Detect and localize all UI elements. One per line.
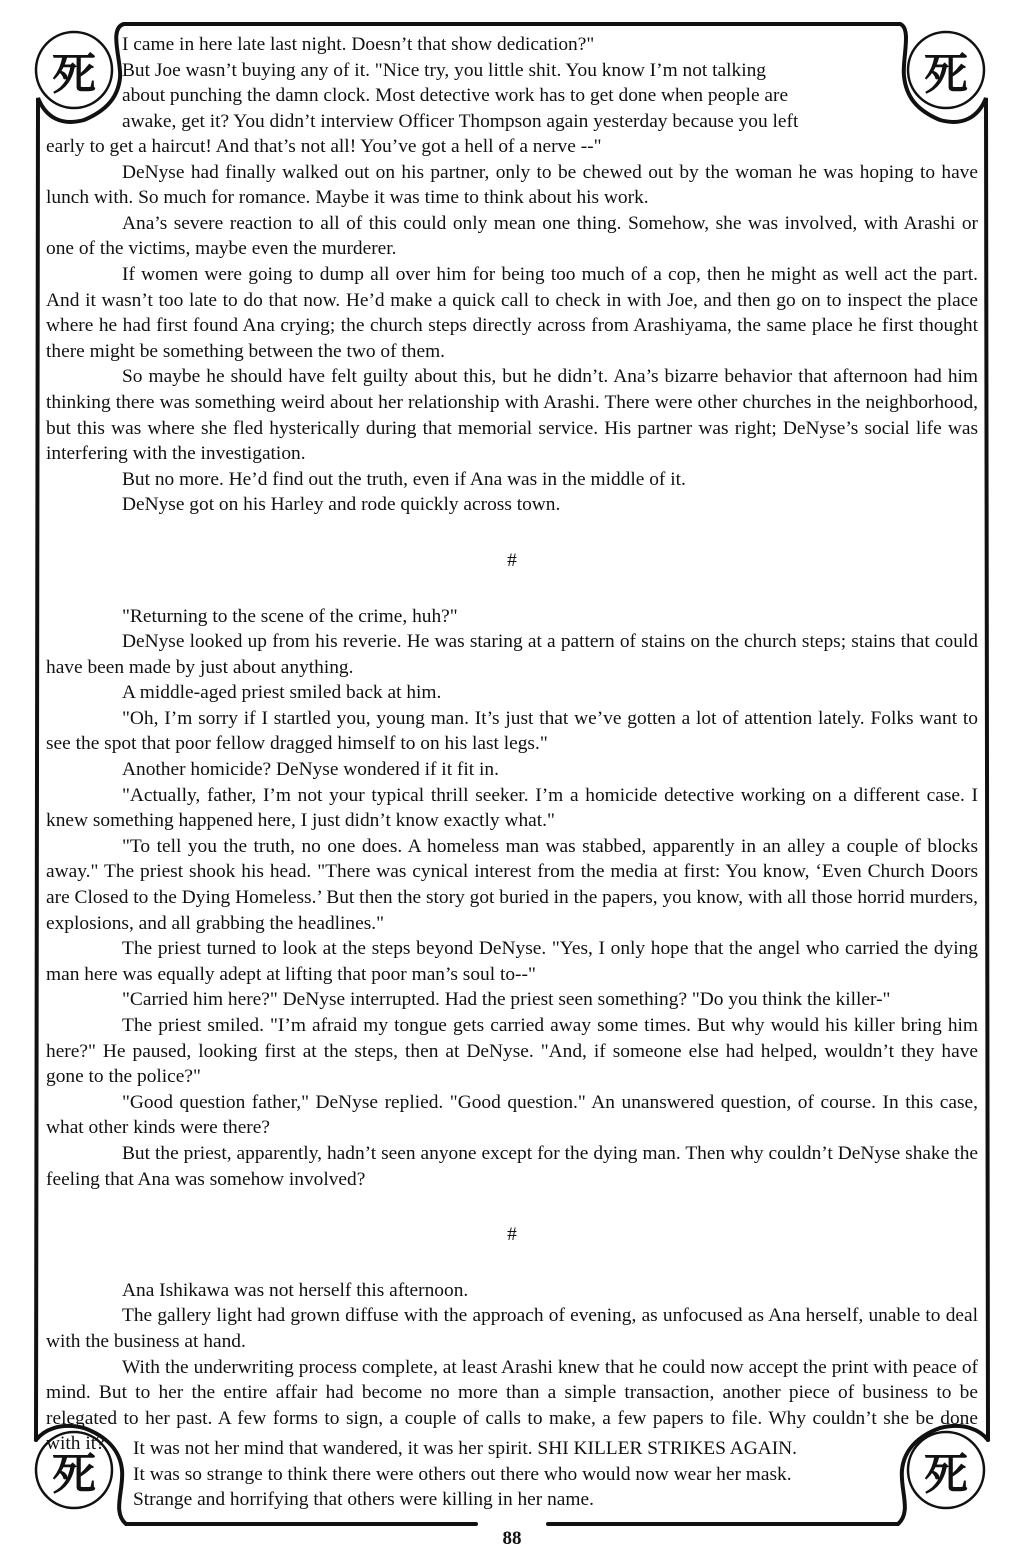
text-line: But Joe wasn’t buying any of it. "Nice try, you little shit. You know I’m not talking [122,59,766,81]
text-line: about punching the damn clock. Most detective work has to get done when people are [122,85,789,107]
paragraph: "To tell you the truth, no one does. A homeless man was stabbed, apparently in an alley a couple of blocks away." The priest shook his head. "There was cynical interest from the media at first: You know, ‘Even Church Doors are Closed to the Dying Homeless.’ But then the story got buried in the papers, you know, with all those horrid murders, explosions, and all grabbing the headlines." [46,835,978,934]
paragraph: DeNyse looked up from his reverie. He was staring at a pattern of stains on the church steps; stains that could have been made by just about anything. [46,631,978,678]
paragraph: early to get a haircut! And that’s not all! You’ve got a hell of a nerve --" [46,136,602,157]
paragraph: The gallery light had grown diffuse with the approach of evening, as unfocused as Ana herself, unable to deal with the business at hand. [46,1305,978,1352]
paragraph: Ana’s severe reaction to all of this could only mean one thing. Somehow, she was involved, with Arashi or one of the victims, maybe even the murderer. [46,212,978,260]
text-line: It was so strange to think there were others out there who would now wear her mask. [133,1463,792,1485]
paragraph: But no more. He’d find out the truth, even if Ana was in the middle of it. [122,468,686,490]
paragraph: "Actually, father, I’m not your typical thrill seeker. I’m a homicide detective working on a different case. I knew something happened here, I just didn’t know exactly what." [46,784,978,832]
paragraph: A middle-aged priest smiled back at him. [122,682,442,704]
paragraph: Ana Ishikawa was not herself this afternoon. [122,1279,469,1301]
corner-glyph-bottom-right: 死 [924,1449,968,1500]
paragraph: The priest smiled. "I’m afraid my tongue gets carried away some times. But why would his killer bring him here?" He paused, looking first at the steps, then at DeNyse. "And, if someone else had helped, wouldn’t they have gone to the police?" [46,1015,978,1088]
paragraph: But the priest, apparently, hadn’t seen anyone except for the dying man. Then why couldn’t DeNyse shake the feeling that Ana was somehow involved? [46,1142,978,1190]
main-text-column [46,134,978,1457]
bottom-inset-text [133,1436,913,1513]
paragraph: "Carried him here?" DeNyse interrupted. Had the priest seen something? "Do you think the killer-" [122,989,891,1011]
corner-glyph-top-left: 死 [52,49,96,100]
paragraph: So maybe he should have felt guilty about this, but he didn’t. Ana’s bizarre behavior that afternoon had him thinking there was something weird about her relationship with Arashi. There were other churches in the neighborhood, but this was where she fled hysterically during that memorial service. His partner was right; DeNyse’s social life was interfering with the investigation. [46,366,978,465]
text-line: I came in here late last night. Doesn’t that show dedication?" [122,34,595,55]
scene-separator: # [507,1224,517,1246]
page-number: 88 [502,1528,522,1549]
paragraph: "Returning to the scene of the crime, huh?" [122,605,458,627]
corner-glyph-top-right: 死 [924,49,968,100]
top-inset-text [122,32,912,134]
corner-glyph-bottom-left: 死 [52,1449,96,1500]
text-line: awake, get it? You didn’t interview Officer Thompson again yesterday because you left [122,110,799,132]
paragraph: DeNyse had finally walked out on his partner, only to be chewed out by the woman he was hoping to have lunch with. So much for romance. Maybe it was time to think about his work. [46,161,978,209]
paragraph: With the underwriting process complete, at least Arashi knew that he could now accept the print with peace of mind. But to her the entire affair had become no more than a simple transaction, another piece of business to be relegated to her past. A few forms to sign, a couple of calls to make, a few papers to file. Why couldn’t she be done with it? [46,1356,978,1455]
text-line: It was not her mind that wandered, it was her spirit. SHI KILLER STRIKES AGAIN. [133,1438,798,1459]
paragraph: The priest turned to look at the steps beyond DeNyse. "Yes, I only hope that the angel who carried the dying man here was equally adept at lifting that poor man’s soul to--" [46,938,978,985]
scene-separator: # [507,549,517,571]
text-line: Strange and horrifying that others were killing in her name. [133,1489,594,1511]
paragraph: "Good question father," DeNyse replied. "Good question." An unanswered question, of course. In this case, what other kinds were there? [46,1091,978,1139]
paragraph: DeNyse got on his Harley and rode quickly across town. [122,494,561,516]
paragraph: If women were going to dump all over him for being too much of a cop, then he might as well act the part. And it wasn’t too late to do that now. He’d make a quick call to check in with Joe, and then go on to inspect the place where he had first found Ana crying; the church steps directly across from Arashiyama, the same place he first thought there might be something between the two of them. [46,263,978,362]
paragraph: "Oh, I’m sorry if I startled you, young man. It’s just that we’ve gotten a lot of attention lately. Folks want to see the spot that poor fellow dragged himself to on his last legs." [46,707,978,755]
paragraph: Another homicide? DeNyse wondered if it fit in. [122,759,499,781]
